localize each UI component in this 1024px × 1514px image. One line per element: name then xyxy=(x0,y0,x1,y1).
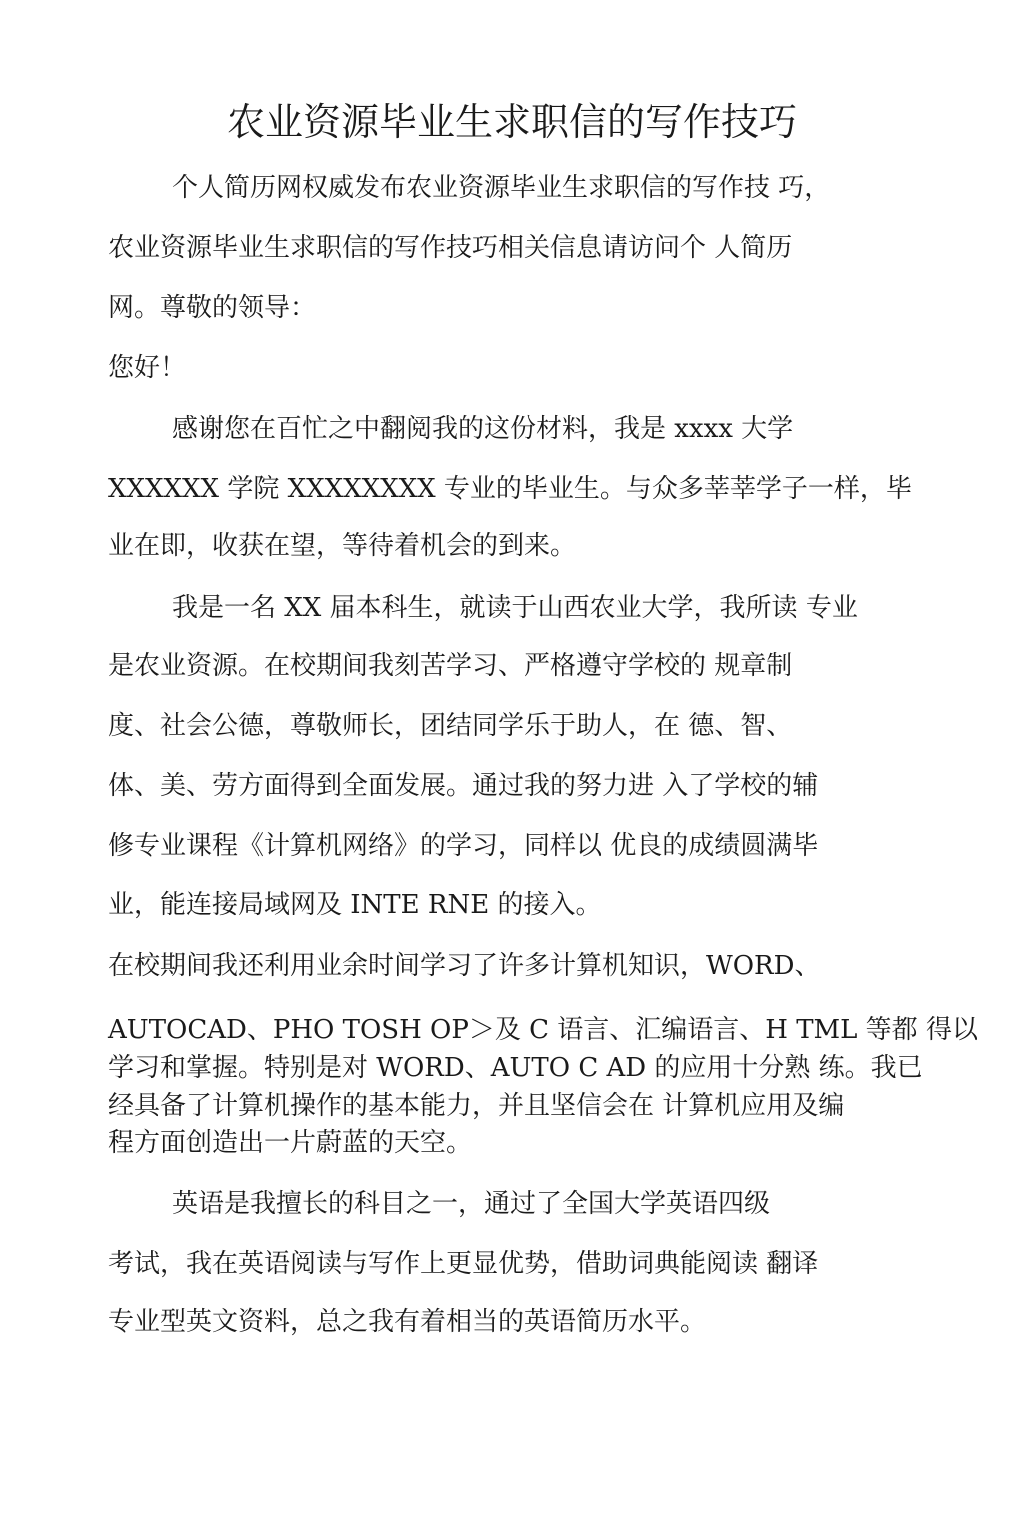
intro-line-2: 农业资源毕业生求职信的写作技巧相关信息请访问个 人简历 xyxy=(108,233,793,263)
paragraph-2-line-6: 业，能连接局域网及 INTE RNE 的接入。 xyxy=(108,890,602,920)
paragraph-2-line-1: 我是一名 XX 届本科生，就读于山西农业大学，我所读 专业 xyxy=(172,593,858,623)
paragraph-1-line-3: 业在即，收获在望，等待着机会的到来。 xyxy=(108,531,577,561)
document-title: 农业资源毕业生求职信的写作技巧 xyxy=(226,100,797,144)
intro-line-3: 网。尊敬的领导： xyxy=(108,293,317,323)
paragraph-3-line-4: 经具备了计算机操作的基本能力，并且坚信会在 计算机应用及编 xyxy=(108,1091,845,1121)
greeting: 您好！ xyxy=(108,353,187,383)
paragraph-4-line-3: 专业型英文资料，总之我有着相当的英语简历水平。 xyxy=(108,1307,707,1337)
paragraph-3-line-2: AUTOCAD、PHO TOSH OP＞及 C 语言、汇编语言、H TML 等都 得以 xyxy=(108,1015,978,1045)
paragraph-4-line-2: 考试，我在英语阅读与写作上更显优势，借助词典能阅读 翻译 xyxy=(108,1249,819,1279)
intro-line-1: 个人简历网权威发布农业资源毕业生求职信的写作技 巧， xyxy=(172,173,831,203)
paragraph-2-line-3: 度、社会公德，尊敬师长，团结同学乐于助人，在 德、智、 xyxy=(108,711,793,741)
paragraph-2-line-4: 体、美、劳方面得到全面发展。通过我的努力进 入了学校的辅 xyxy=(108,771,819,801)
paragraph-1-line-2: XXXXXX 学院 XXXXXXXX 专业的毕业生。与众多莘莘学子一样，毕 xyxy=(108,474,912,504)
paragraph-2-line-2: 是农业资源。在校期间我刻苦学习、严格遵守学校的 规章制 xyxy=(108,651,793,681)
paragraph-3-line-3: 学习和掌握。特别是对 WORD、AUTO C AD 的应用十分熟 练。我已 xyxy=(108,1053,923,1083)
paragraph-1-line-1: 感谢您在百忙之中翻阅我的这份材料，我是 xxxx 大学 xyxy=(172,414,794,444)
paragraph-2-line-5: 修专业课程《计算机网络》的学习，同样以 优良的成绩圆满毕 xyxy=(108,831,819,861)
paragraph-4-line-1: 英语是我擅长的科目之一，通过了全国大学英语四级 xyxy=(172,1189,771,1219)
paragraph-3-line-1: 在校期间我还利用业余时间学习了许多计算机知识，WORD、 xyxy=(108,951,821,981)
paragraph-3-line-5: 程方面创造出一片蔚蓝的天空。 xyxy=(108,1128,473,1158)
